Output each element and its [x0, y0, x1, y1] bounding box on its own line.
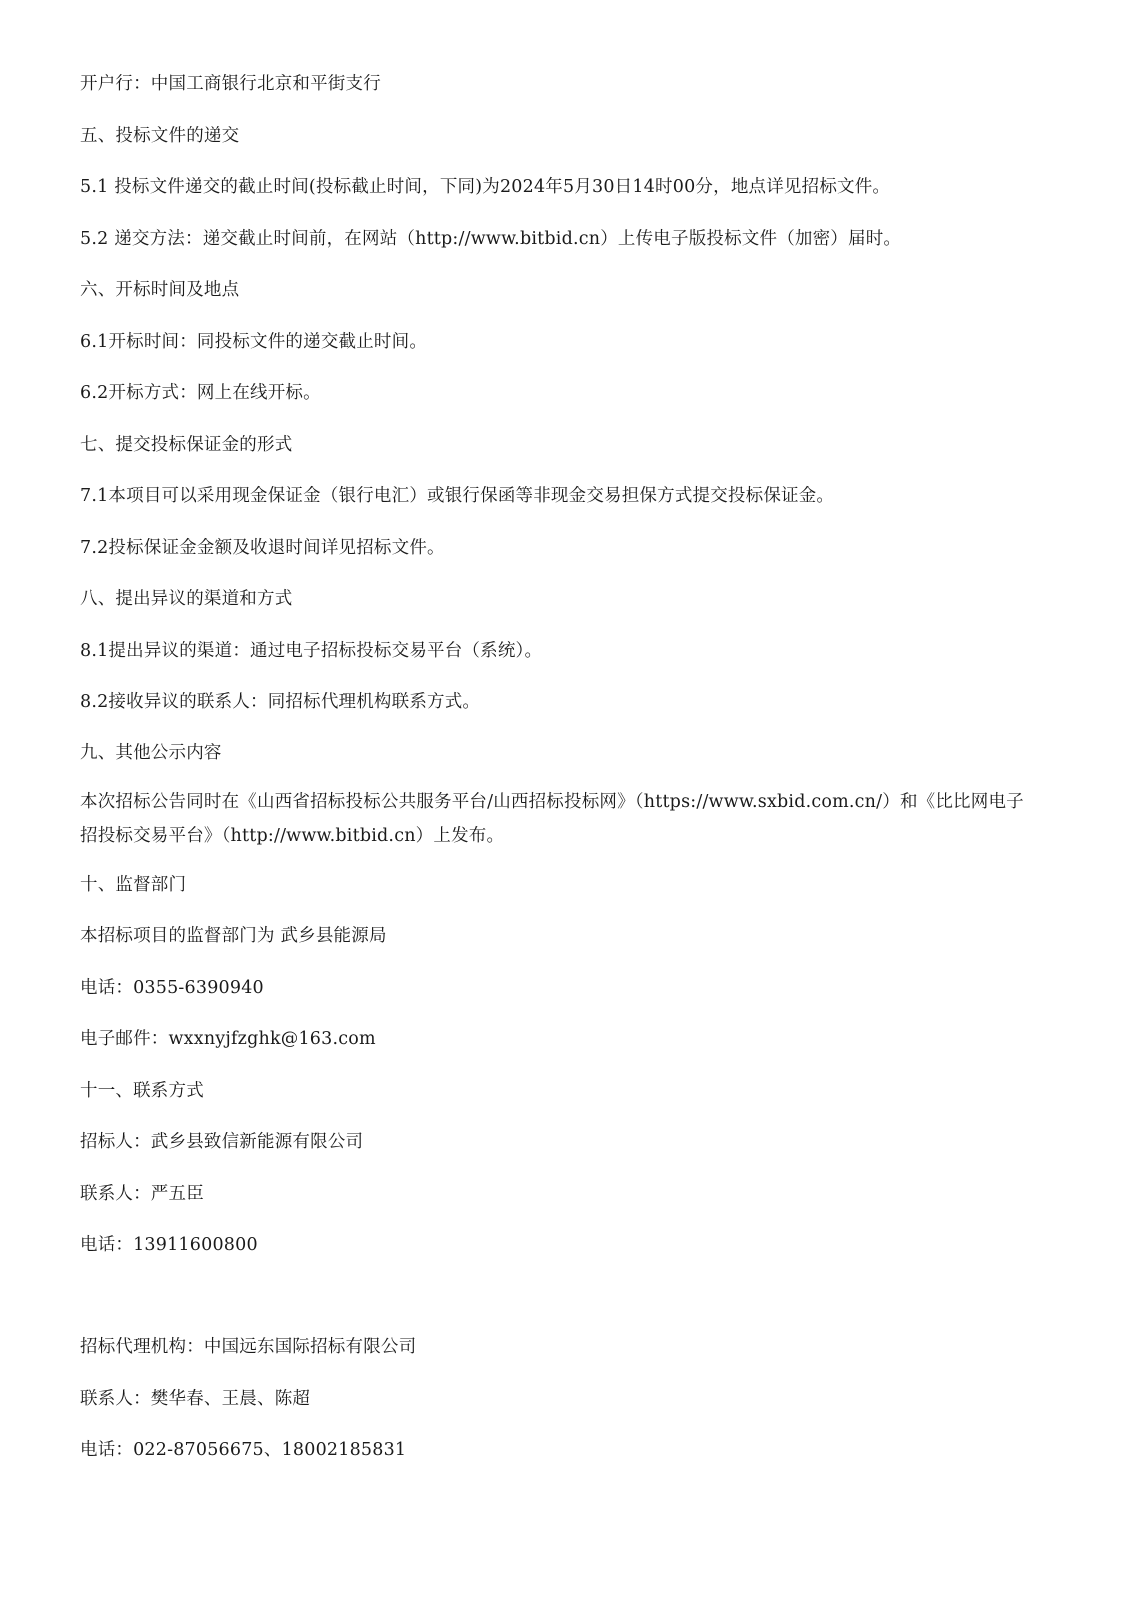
clause-8-1: 8.1提出异议的渠道：通过电子招标投标交易平台（系统）。 — [80, 641, 543, 661]
section-heading-9: 九、其他公示内容 — [80, 743, 222, 763]
clause-7-1: 7.1本项目可以采用现金保证金（银行电汇）或银行保函等非现金交易担保方式提交投标保证金。 — [80, 486, 835, 506]
supervisor-phone: 电话：0355-6390940 — [80, 978, 264, 998]
bank-line: 开户行：中国工商银行北京和平街支行 — [80, 74, 381, 94]
clause-6-2: 6.2开标方式：网上在线开标。 — [80, 383, 321, 403]
supervisor-email: 电子邮件：wxxnyjfzghk@163.com — [80, 1029, 376, 1049]
section-heading-5: 五、投标文件的递交 — [80, 126, 240, 146]
clause-5-2: 5.2 递交方法：递交截止时间前，在网站（http://www.bitbid.cn）上传电子版投标文件（加密）届时。 — [80, 229, 902, 249]
tenderer-phone: 电话：13911600800 — [80, 1235, 258, 1255]
section-heading-8: 八、提出异议的渠道和方式 — [80, 589, 293, 609]
agency-contact: 联系人：樊华春、王晨、陈超 — [80, 1389, 311, 1409]
clause-6-1: 6.1开标时间：同投标文件的递交截止时间。 — [80, 332, 428, 352]
tenderer-line: 招标人：武乡县致信新能源有限公司 — [80, 1132, 364, 1152]
supervisor-line: 本招标项目的监督部门为 武乡县能源局 — [80, 926, 387, 946]
clause-5-1: 5.1 投标文件递交的截止时间(投标截止时间，下同)为2024年5月30日14时00分，地点详见招标文件。 — [80, 177, 891, 197]
section-heading-11: 十一、联系方式 — [80, 1081, 204, 1101]
publish-paragraph: 本次招标公告同时在《山西省招标投标公共服务平台/山西招标投标网》（https://www.sxbid.com.cn/）和《比比网电子招投标交易平台》（http://www.bitbid.cn）上发布。 — [80, 792, 1024, 846]
agency-phone: 电话：022-87056675、18002185831 — [80, 1440, 407, 1460]
clause-8-2: 8.2接收异议的联系人：同招标代理机构联系方式。 — [80, 692, 481, 712]
clause-7-2: 7.2投标保证金金额及收退时间详见招标文件。 — [80, 538, 445, 558]
agency-line: 招标代理机构：中国远东国际招标有限公司 — [80, 1337, 417, 1357]
section-heading-10: 十、监督部门 — [80, 875, 187, 895]
section-heading-7: 七、提交投标保证金的形式 — [80, 435, 293, 455]
section-heading-6: 六、开标时间及地点 — [80, 280, 240, 300]
tenderer-contact: 联系人：严五臣 — [80, 1184, 204, 1204]
